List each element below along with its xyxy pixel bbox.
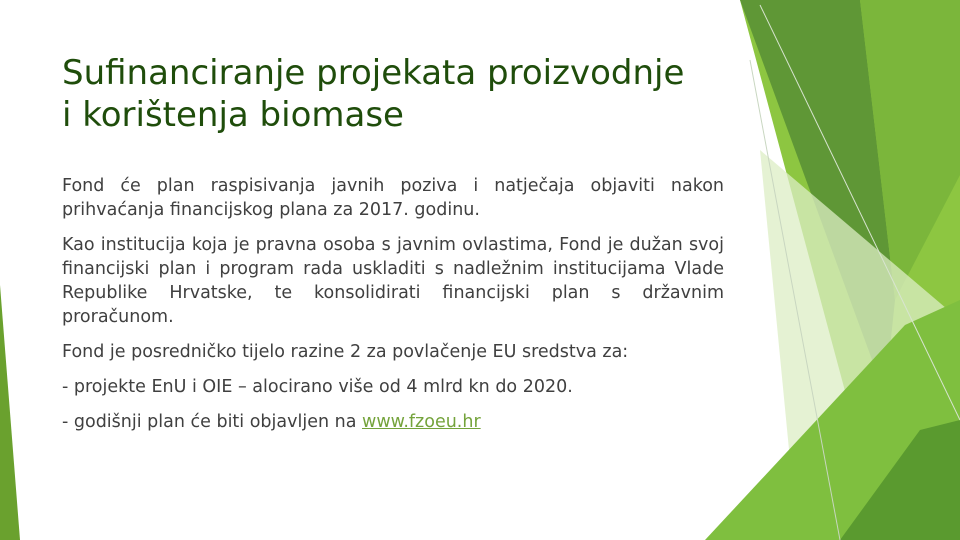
slide-body xyxy=(62,174,724,445)
facet-left-sliver xyxy=(0,285,20,540)
body-paragraph: Kao institucija koja je pravna osoba s javnim ovlastima, Fond je dužan svoj financijski plan i program rada uskladiti s nadležnim institucijama Vlade Republike Hrvatske, te konsolidirati financijski plan s državnim proračunom. xyxy=(62,235,724,327)
body-paragraph-with-link xyxy=(62,410,724,434)
body-paragraph: Fond je posredničko tijelo razine 2 za povlačenje EU sredstva za: xyxy=(62,342,629,362)
body-paragraph: Fond će plan raspisivanja javnih poziva i natječaja objaviti nakon prihvaćanja financijskog plana za 2017. godinu. xyxy=(62,176,724,220)
link-prefix-text: - godišnji plan će biti objavljen na xyxy=(62,412,362,432)
body-paragraph: - projekte EnU i OIE – alocirano više od 4 mlrd kn do 2020. xyxy=(62,377,573,397)
slide-title: Sufinanciranje projekata proizvodnje i korištenja biomase xyxy=(62,53,685,135)
fzoeu-website-link[interactable]: www.fzoeu.hr xyxy=(362,412,481,432)
